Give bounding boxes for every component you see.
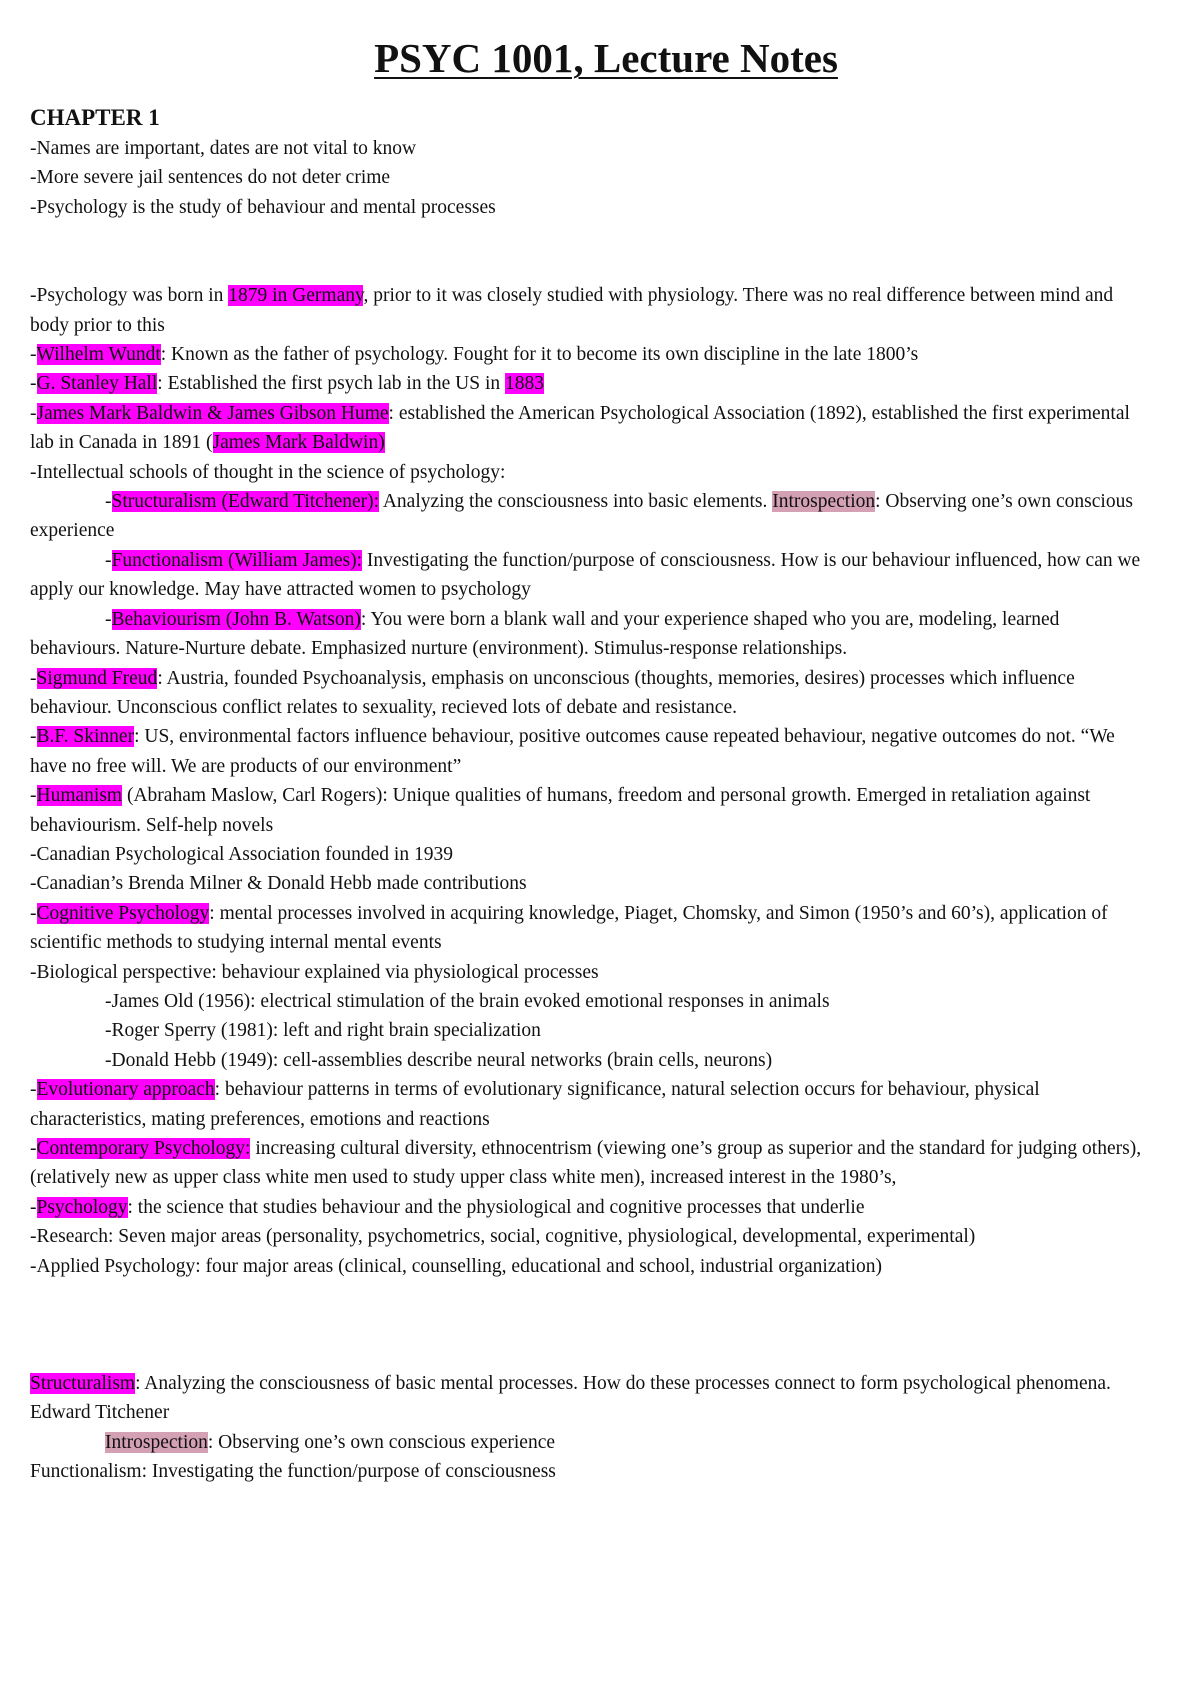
note-line: -Psychology is the study of behaviour and mental processes — [30, 196, 496, 218]
chapter-heading: CHAPTER 1 — [30, 105, 160, 130]
note-line: -Names are important, dates are not vital to know — [30, 138, 417, 159]
note-paragraph: -Functionalism (William James): Investigating the function/purpose of consciousness. How is our behaviour influenced, how can we apply our knowledge. May have attracted women to psychology — [30, 549, 1141, 601]
note-paragraph: -Wilhelm Wundt: Known as the father of psychology. Fought for it to become its own discipline in the late 1800’s — [30, 344, 919, 366]
note-paragraph: -B.F. Skinner: US, environmental factors influence behaviour, positive outcomes cause repeated behaviour, negative outcomes do not. “We have no free will. We are products of our environment” — [30, 726, 1115, 777]
highlight: Cognitive Psychology — [36, 902, 210, 924]
note-subitem: -James Old (1956): electrical stimulation of the brain evoked emotional responses in animals — [105, 990, 830, 1012]
note-paragraph: -Cognitive Psychology: mental processes involved in acquiring knowledge, Piaget, Chomsky, and Simon (1950’s and 60’s), application of scientific methods to studying internal mental events — [30, 902, 1108, 954]
note-paragraph: -Canadian’s Brenda Milner & Donald Hebb made contributions — [30, 873, 527, 895]
highlight: Wilhelm Wundt — [36, 344, 161, 366]
note-paragraph: -Evolutionary approach: behaviour patterns in terms of evolutionary significance, natural selection occurs for behaviour, physical characteristics, mating preferences, emotions and reactions — [30, 1079, 1040, 1130]
highlight: Psychology — [36, 1196, 128, 1218]
note-line: -More severe jail sentences do not deter crime — [30, 167, 391, 189]
note-paragraph: -Sigmund Freud: Austria, founded Psychoanalysis, emphasis on unconscious (thoughts, memories, desires) processes which influence behaviour. Unconscious conflict relates to sexuality, recieved lots of debate and resistance. — [30, 667, 1075, 718]
highlight-pink: Introspection — [105, 1431, 208, 1453]
note-paragraph: -Research: Seven major areas (personality, psychometrics, social, cognitive, physiological, developmental, experimental) — [30, 1226, 976, 1248]
note-subitem: -Roger Sperry (1981): left and right brain specialization — [105, 1020, 541, 1042]
note-subitem: -Donald Hebb (1949): cell-assemblies describe neural networks (brain cells, neurons) — [105, 1049, 773, 1071]
note-paragraph: -James Mark Baldwin & James Gibson Hume: established the American Psychological Association (1892), established the first experimental lab in Canada in 1891 (James Mark Baldwin) — [30, 402, 1130, 454]
highlight: James Mark Baldwin & James Gibson Hume — [36, 402, 389, 424]
highlight-pink: Introspection — [772, 491, 876, 513]
highlight: Humanism — [36, 785, 123, 807]
page-title: PSYC 1001, Lecture Notes — [374, 35, 838, 81]
note-paragraph: -Psychology was born in 1879 in Germany, prior to it was closely studied with physiology. There was no real difference between mind and body prior to this — [30, 285, 1114, 336]
highlight: Contemporary Psychology: — [36, 1138, 251, 1159]
highlight: Structuralism (Edward Titchener): — [111, 491, 380, 513]
spacer — [30, 1281, 1142, 1369]
summary-paragraph: Functionalism: Investigating the function/purpose of consciousness — [30, 1461, 556, 1483]
highlight: Evolutionary approach — [36, 1079, 215, 1101]
note-paragraph: -Canadian Psychological Association founded in 1939 — [30, 843, 453, 865]
highlight: Behaviourism (John B. Watson) — [111, 608, 361, 630]
summary-subitem: Introspection: Observing one’s own conscious experience — [105, 1431, 556, 1453]
highlight: Functionalism (William James): — [111, 549, 363, 571]
spacer — [30, 222, 1142, 281]
note-paragraph: -Structuralism (Edward Titchener): Analyzing the consciousness into basic elements. Introspection: Observing one’s own conscious experience — [30, 491, 1133, 542]
note-paragraph: -Intellectual schools of thought in the science of psychology: — [30, 461, 506, 483]
note-paragraph: -Biological perspective: behaviour explained via physiological processes — [30, 961, 599, 983]
highlight: 1883 — [505, 373, 544, 395]
summary-paragraph: Structuralism: Analyzing the consciousness of basic mental processes. How do these processes connect to form psychological phenomena. Edward Titchener — [30, 1373, 1111, 1424]
highlight: James Mark Baldwin) — [212, 432, 385, 454]
highlight: Sigmund Freud — [36, 667, 158, 689]
note-paragraph: -Behaviourism (John B. Watson): You were born a blank wall and your experience shaped who you are, modeling, learned behaviours. Nature-Nurture debate. Emphasized nurture (environment). Stimulus-response relationships. — [30, 608, 1060, 660]
highlight: Structuralism — [30, 1373, 136, 1395]
note-paragraph: -Psychology: the science that studies behaviour and the physiological and cognitive processes that underlie — [30, 1196, 865, 1218]
highlight: B.F. Skinner — [36, 726, 135, 748]
highlight: G. Stanley Hall — [36, 373, 158, 395]
note-paragraph: -G. Stanley Hall: Established the first psych lab in the US in 1883 — [30, 373, 544, 395]
note-paragraph: -Contemporary Psychology: increasing cultural diversity, ethnocentrism (viewing one’s group as superior and the standard for judging others), (relatively new as upper class white men used to study upper class white men), increased interest in the 1980’s, — [30, 1138, 1142, 1189]
note-paragraph: -Applied Psychology: four major areas (clinical, counselling, educational and school, industrial organization) — [30, 1255, 882, 1277]
note-paragraph: -Humanism (Abraham Maslow, Carl Rogers): Unique qualities of humans, freedom and personal growth. Emerged in retaliation against behaviourism. Self-help novels — [30, 785, 1091, 836]
highlight: 1879 in Germany — [228, 285, 364, 307]
